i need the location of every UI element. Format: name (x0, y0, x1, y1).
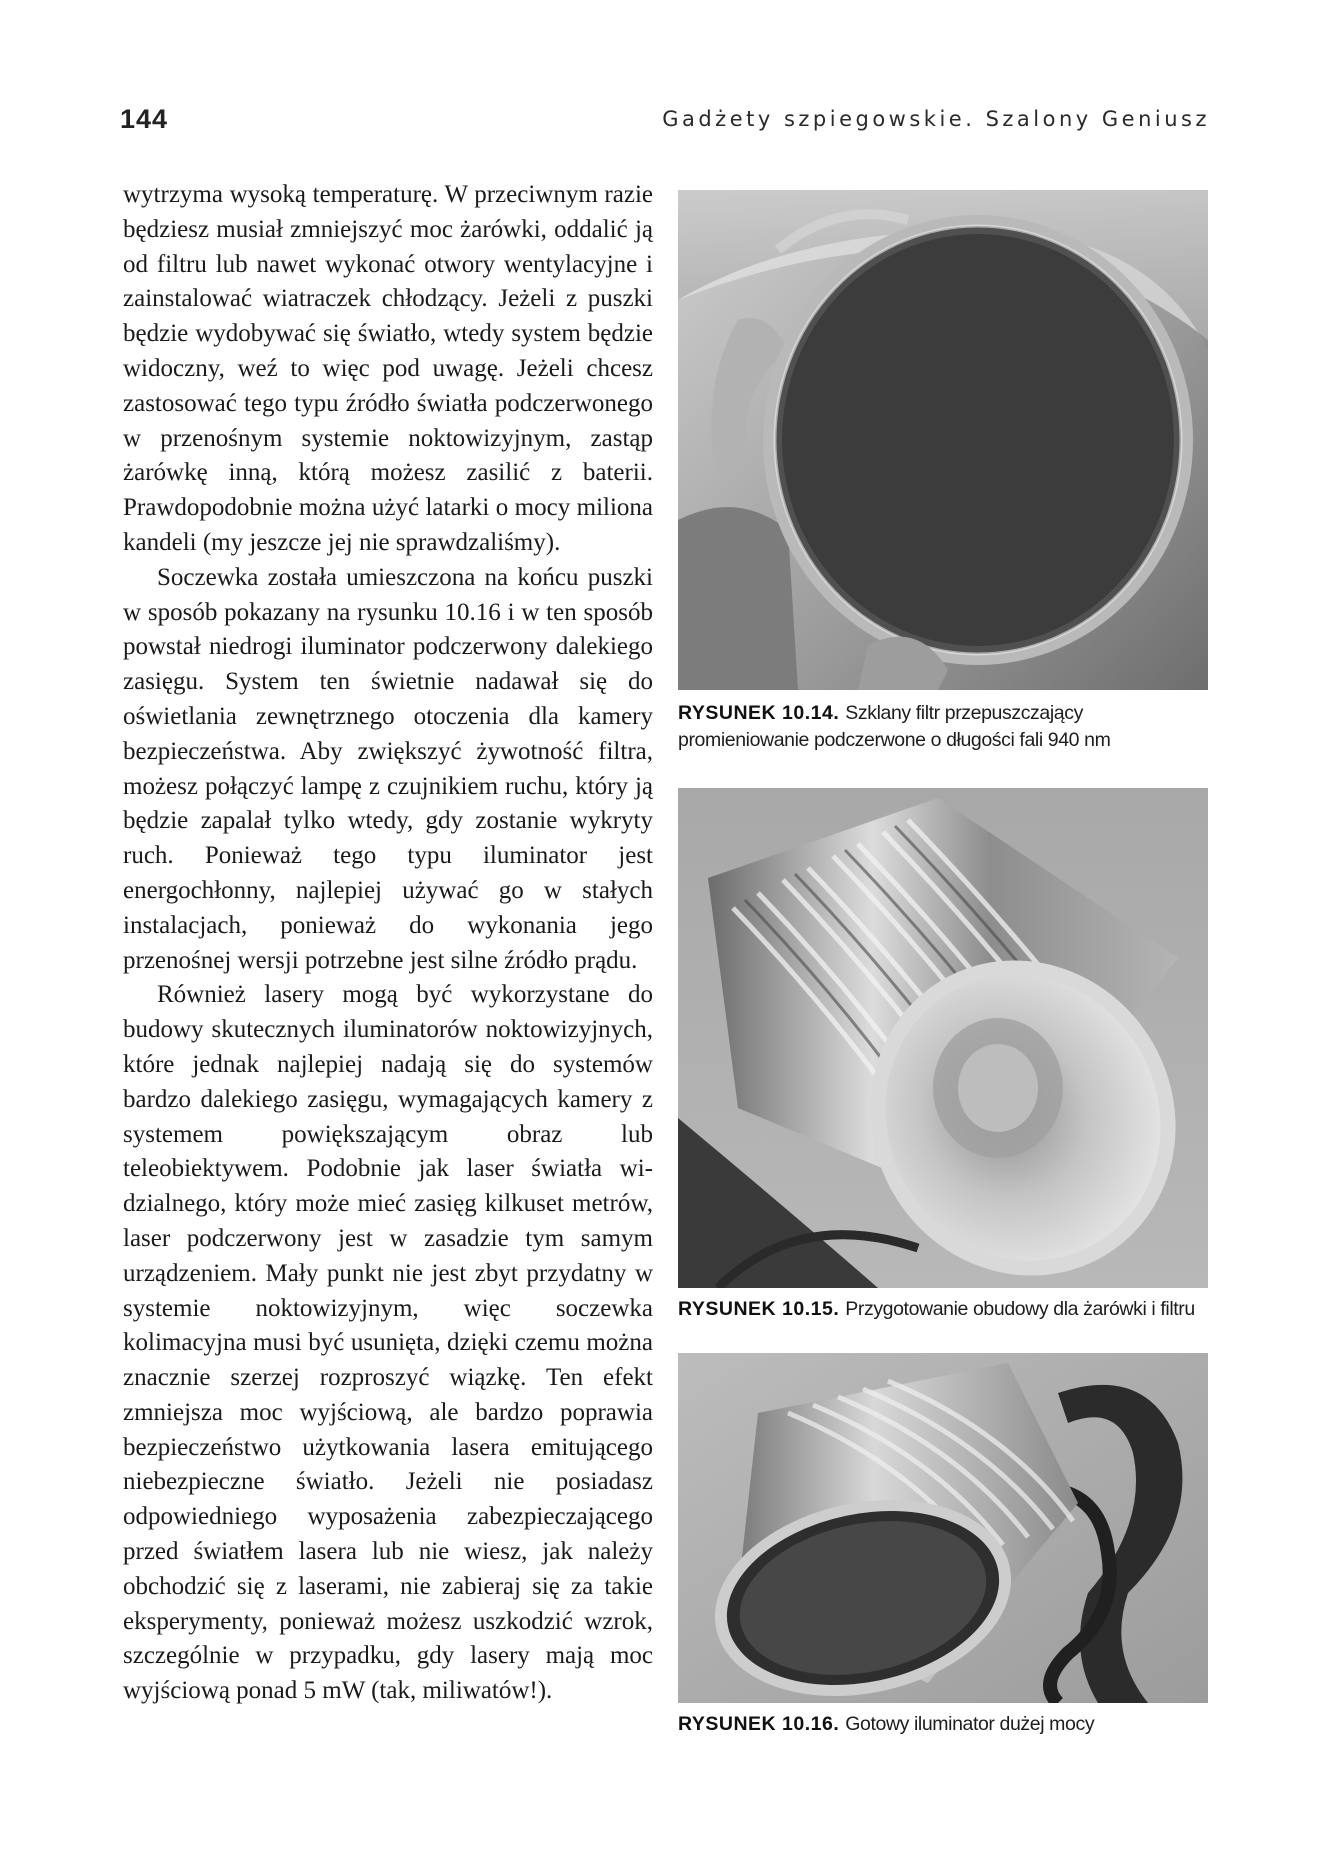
figure-ir-filter-photo (678, 190, 1208, 690)
paragraph: Również lasery mogą być wykorzystane do budowy skutecznych iluminatorów noktowizyjnych, które jednak najlepiej nadają się do systemów bardzo dalekiego zasięgu, wymagających kamery z systemem powiększającym obraz lub teleobiektywem. Podobnie jak laser światła widzialnego, który może mieć zasięg kilkuset metrów, laser podczerwony jest w zasadzie tym samym urządzeniem. Mały punkt nie jest zbyt przydatny w systemie noktowizyjnym, więc soczewka kolimacyjna musi być usunięta, dzięki czemu można znacznie szerzej rozproszyć wiązkę. Ten efekt zmniejsza moc wyjściową, ale bardzo poprawia bezpieczeństwo użytkowania lasera emitującego niebezpieczne światło. Jeżeli nie posiadasz odpowiedniego wyposażenia zabezpieczającego przed światłem lasera lub nie wiesz, jak należy obchodzić się z laserami, nie zabieraj się za takie eksperymenty, ponieważ możesz uszkodzić wzrok, szczególnie w przypadku, gdy lasery mają moc wyjściową ponad 5 mW (tak, miliwatów!). (123, 981, 653, 1705)
paragraph: wytrzyma wysoką temperaturę. W przeciwnym razie będziesz musiał zmniejszyć moc żarówki, oddalić ją od filtru lub nawet wykonać otwory wentylacyjne i zainstalować wiatraczek chłodzący. Jeżeli z puszki będzie wydobywać się światło, wtedy system będzie widoczny, weź to więc pod uwagę. Jeżeli chcesz zastosować tego typu źródło światła podczerwonego w przenośnym systemie noktowizyjnym, zastąp żarówkę inną, którą możesz zasilić z baterii. Prawdopodobnie można użyć latarki o mocy miliona kandeli (my jeszcze jej nie sprawdzaliśmy). (123, 181, 653, 556)
figure-label: RYSUNEK 10.14. (678, 702, 840, 724)
figure-label: RYSUNEK 10.15. (678, 1298, 840, 1320)
body-text (123, 178, 653, 1709)
page-number: 144 (120, 104, 169, 134)
figure-caption (678, 1711, 1218, 1738)
figure-caption (678, 700, 1218, 754)
running-title: Gadżety szpiegowskie. Szalony Geniusz (662, 107, 1210, 131)
paragraph: Soczewka została umieszczona na końcu puszki w sposób pokazany na rysunku 10.16 i w ten sposób powstał niedrogi iluminator podczerwony dalekiego zasięgu. System ten świetnie nadawał się do oświetlania zewnętrznego otoczenia dla kamery bezpieczeństwa. Aby zwiększyć żywotność filtra, możesz połączyć lampę z czujnikiem ruchu, który ją będzie zapalał tylko wtedy, gdy zostanie wykryty ruch. Ponieważ tego typu iluminator jest energochłonny, najlepiej używać go w stałych instalacjach, ponieważ do wykonania jego przenośnej wersji potrzebne jest silne źródło prądu. (123, 563, 653, 974)
figure-caption-text: Gotowy iluminator dużej mocy (845, 1713, 1095, 1735)
figure-caption-text: Przygotowanie obudowy dla żarówki i filtru (845, 1298, 1195, 1320)
figure-illuminator-photo (678, 1353, 1208, 1703)
figure-caption-text: Szklany filtr przepuszczający promieniowanie podczerwone o długości fali 940 nm (678, 702, 1111, 751)
figure-label: RYSUNEK 10.16. (678, 1713, 840, 1735)
figure-caption (678, 1296, 1218, 1323)
figure-can-housing-photo (678, 788, 1208, 1288)
